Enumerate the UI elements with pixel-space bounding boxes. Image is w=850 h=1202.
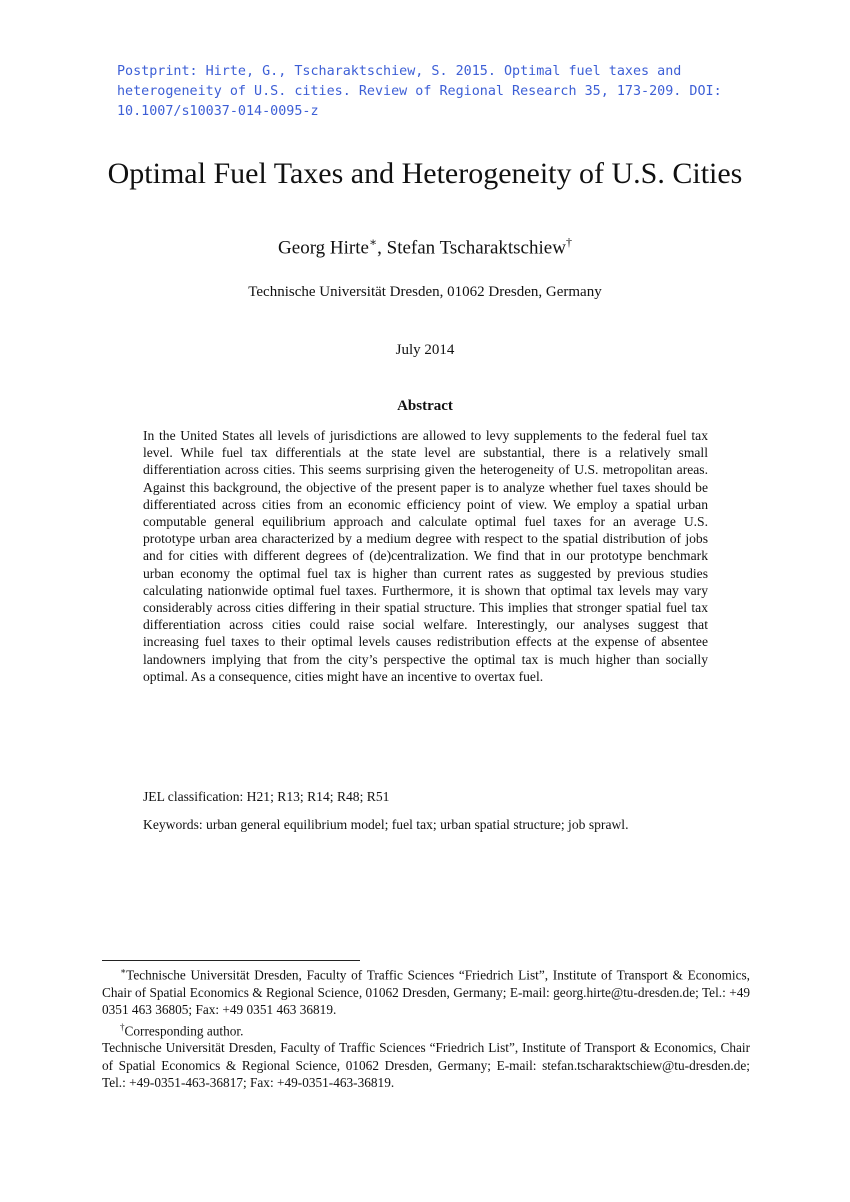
footnote-text: Technische Universität Dresden, Faculty of Traffic Sciences “Friedrich List”, Institute of Transport & Economics, Chair of Spatial Economics & Regional Science, 01062 Dresden, Germany; E-mail: georg.hirte@tu-dresden.de; Tel.: +49 0351 463 36805; Fax: +49 0351 463 36819.	[102, 967, 750, 1018]
footnote-corresponding	[102, 1019, 750, 1040]
author-separator: ,	[377, 237, 387, 259]
postprint-citation: Postprint: Hirte, G., Tscharaktschiew, S. 2015. Optimal fuel taxes and heterogeneity of U.S. cities. Review of Regional Research 35, 173-209. DOI: 10.1007/s10037-014-0095-z	[117, 64, 730, 119]
keywords: Keywords: urban general equilibrium model; fuel tax; urban spatial structure; job sprawl.	[143, 817, 629, 832]
footnotes	[102, 963, 750, 1092]
affiliation: Technische Universität Dresden, 01062 Dresden, Germany	[248, 284, 602, 300]
footnote-mark: †	[120, 1021, 125, 1032]
abstract-body: In the United States all levels of jurisdictions are allowed to levy supplements to the federal fuel tax level. While fuel tax differentials at the state level are substantial, there is a relatively small differentiation across cities. This seems surprising given the heterogeneity of U.S. metropolitan areas. Against this background, the objective of the present paper is to analyze whether fuel taxes should be differentiated across cities from an economic efficiency point of view. We employ a spatial urban computable general equilibrium approach and calculate optimal fuel taxes for an average U.S. prototype urban area characterized by a medium degree with respect to the spatial distribution of jobs and for cities with different degrees of (de)centralization. We find that in our prototype benchmark urban economy the optimal fuel tax is higher than current rates as suggested by previous studies calculating nationwide optimal fuel taxes. Furthermore, it is shown that optimal tax levels may vary considerably across cities differing in their spatial structure. This implies that stronger spatial fuel tax differentiation across cities could raise social welfare. Interestingly, our analyses suggest that increasing fuel taxes to their optimal levels causes redistribution effects at the expense of absentee landowners implying that from the city’s perspective the optimal tax is much higher than socially optimal. As a consequence, cities might have an incentive to overtax fuel.	[143, 428, 708, 684]
paper-title: Optimal Fuel Taxes and Heterogeneity of U.S. Cities	[107, 157, 743, 190]
author-name: Georg Hirte	[278, 237, 369, 259]
footnote-second-author: Technische Universität Dresden, Faculty of Traffic Sciences “Friedrich List”, Institute of Transport & Economics, Chair of Spatial Economics & Regional Science, 01062 Dresden, Germany; E-mail: stefan.tscharaktschiew@tu-dresden.de; Tel.: +49-0351-463-36817; Fax: +49-0351-463-36819.	[102, 1040, 750, 1091]
abstract-heading: Abstract	[397, 398, 453, 414]
footnote-mark: †	[565, 235, 572, 249]
author-line	[0, 228, 850, 262]
footnote-divider	[102, 960, 360, 961]
author-name: Stefan Tscharaktschiew	[386, 237, 566, 259]
publication-date: July 2014	[395, 342, 455, 358]
footnote-mark: ∗	[120, 966, 127, 976]
footnote-first-author	[102, 963, 750, 1019]
footnote-text: Corresponding author.	[124, 1023, 244, 1039]
footnote-mark: ∗	[368, 235, 378, 249]
jel-classification: JEL classification: H21; R13; R14; R48; R51	[143, 789, 390, 804]
